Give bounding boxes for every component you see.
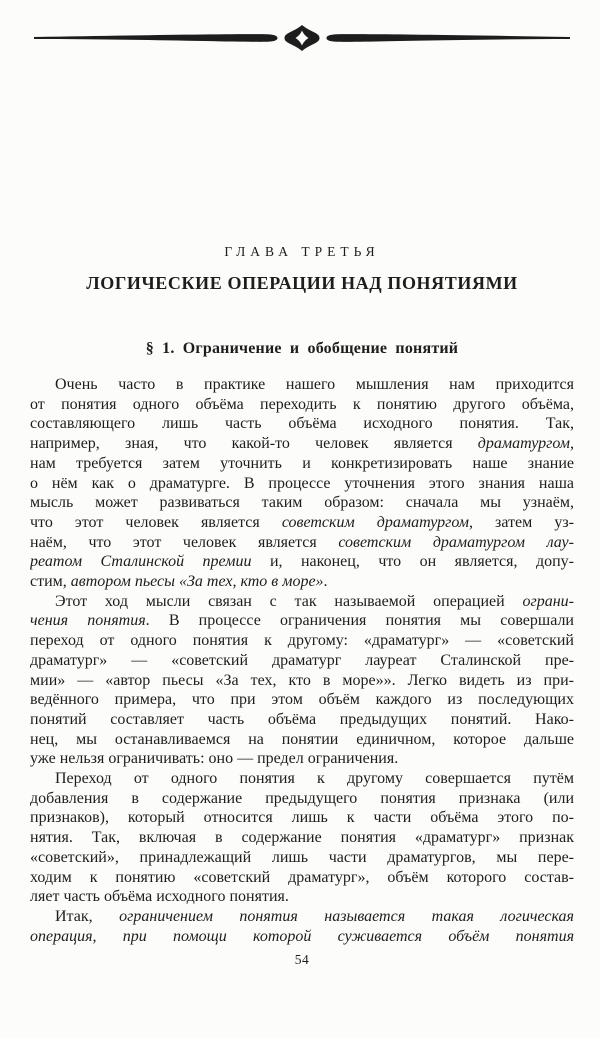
text-line xyxy=(30,552,574,572)
body-text-segment: «советский», принадлежащий лишь части драматургов, мы пере- xyxy=(30,848,574,866)
text-line xyxy=(30,434,574,454)
body-text-segment: Итак, xyxy=(55,907,120,925)
body-text-segment: о нём как о драматурге. В процессе уточнения этого знания наша xyxy=(30,474,574,492)
body-text-segment: стим, xyxy=(30,573,71,591)
paragraph xyxy=(30,769,574,907)
body-text-segment: от понятия одного объёма переходить к понятию другого объёма, xyxy=(30,395,574,413)
body-text-segment: признаков), который относится лишь к части объёма этого по- xyxy=(30,809,574,827)
body-text-segment: . В процессе ограничения понятия мы совершали xyxy=(145,612,574,630)
body-text-segment: , xyxy=(570,435,574,453)
emphasis-text: советским драматургом xyxy=(281,513,469,531)
body-text-segment: , затем уз- xyxy=(468,513,574,531)
text-line xyxy=(30,927,574,947)
divider-left-rule xyxy=(34,34,278,42)
body-text-segment: нам требуется затем уточнить и конкретизировать наше знание xyxy=(30,454,574,472)
text-line xyxy=(30,414,574,434)
body-text-segment: например, зная, что какой-то человек является xyxy=(30,435,478,453)
body-text-segment: Этот ход мысли связан с так называемой операцией xyxy=(55,592,523,610)
emphasis-text: советским драматургом лау- xyxy=(338,533,574,551)
text-line xyxy=(30,808,574,828)
body-text-segment: мии» — «автор пьесы «За тех, кто в море»». Легко видеть из при- xyxy=(30,671,574,689)
text-line xyxy=(30,592,574,612)
paragraph xyxy=(30,592,574,769)
text-line xyxy=(30,651,574,671)
body-text-segment: уже нельзя ограничивать: оно — предел ограничения. xyxy=(30,750,399,768)
paragraph xyxy=(30,907,574,946)
divider-ornament-icon xyxy=(32,24,572,52)
text-line xyxy=(30,454,574,474)
text-line xyxy=(30,828,574,848)
body-text-segment: ляет часть объёма исходного понятия. xyxy=(30,888,289,906)
emphasis-text: ограничением понятия называется такая логическая xyxy=(119,907,574,925)
body-text-segment: нятия. Так, включая в содержание понятия «драматург» признак xyxy=(30,829,574,847)
text-line xyxy=(30,572,574,592)
body-text-segment: и, наконец, что он является, допу- xyxy=(251,553,574,571)
emphasis-text: операция, при помощи которой суживается объём понятия xyxy=(30,927,574,945)
page-number: 54 xyxy=(294,952,310,968)
text-line xyxy=(30,493,574,513)
body-text-segment: переход от одного понятия к другому: «драматург» — «советский xyxy=(30,632,574,650)
book-page xyxy=(0,24,600,1038)
text-line xyxy=(30,848,574,868)
body-text-segment: нец, мы останавливаемся на понятии единичном, которое дальше xyxy=(30,730,574,748)
text-line xyxy=(30,769,574,789)
body-text-segment: добавления в содержание предыдущего понятия признака (или xyxy=(30,789,574,807)
divider-right-rule xyxy=(327,34,571,42)
text-line xyxy=(30,690,574,710)
body-text-segment: драматург» — «советский драматург лауреат Сталинской пре- xyxy=(30,651,574,669)
body-text-segment: мысль может развиваться таким образом: сначала мы узнаём, xyxy=(30,494,574,512)
section-heading: § 1. Ограничение и обобщение понятий xyxy=(145,340,459,357)
body-text-segment: составляющего лишь часть объёма исходного понятия. Так, xyxy=(30,415,574,433)
emphasis-text: чения понятия xyxy=(30,612,146,630)
text-line xyxy=(30,474,574,494)
text-line xyxy=(30,611,574,631)
chapter-title: ЛОГИЧЕСКИЕ ОПЕРАЦИИ НАД ПОНЯТИЯМИ xyxy=(86,273,518,293)
text-line xyxy=(30,671,574,691)
chapter-label: ГЛАВА ТРЕТЬЯ xyxy=(224,244,380,259)
body-text-segment: Очень часто в практике нашего мышления нам приходится xyxy=(55,376,574,393)
text-line xyxy=(30,868,574,888)
body-text-segment: наём, что этот человек является xyxy=(30,533,339,551)
emphasis-text: ограни- xyxy=(522,592,574,610)
body-text-segment: Переход от одного понятия к другому совершается путём xyxy=(55,770,574,788)
text-line xyxy=(30,789,574,809)
body-text xyxy=(30,375,574,946)
body-text-segment: ведённого примера, что при этом объём каждого из последующих xyxy=(30,691,574,709)
paragraph xyxy=(30,375,574,592)
body-text-segment: что этот человек является xyxy=(30,513,282,531)
text-line xyxy=(30,887,574,907)
text-line xyxy=(30,749,574,769)
body-text-segment: понятий составляет часть объёма предыдущих понятий. Нако- xyxy=(30,710,574,728)
emphasis-text: автором пьесы «За тех, кто в море» xyxy=(70,573,324,591)
text-line xyxy=(30,533,574,553)
text-line xyxy=(30,907,574,927)
body-text-segment: . xyxy=(323,573,328,591)
text-line xyxy=(30,513,574,533)
text-line xyxy=(30,395,574,415)
body-text-segment: ходим к понятию «советский драматург», объём которого состав- xyxy=(30,868,574,886)
emphasis-text: драматургом xyxy=(477,435,570,453)
text-line xyxy=(30,710,574,730)
text-line xyxy=(30,631,574,651)
emphasis-text: реатом Сталинской премии xyxy=(30,553,252,571)
text-line xyxy=(30,375,574,395)
text-line xyxy=(30,730,574,750)
